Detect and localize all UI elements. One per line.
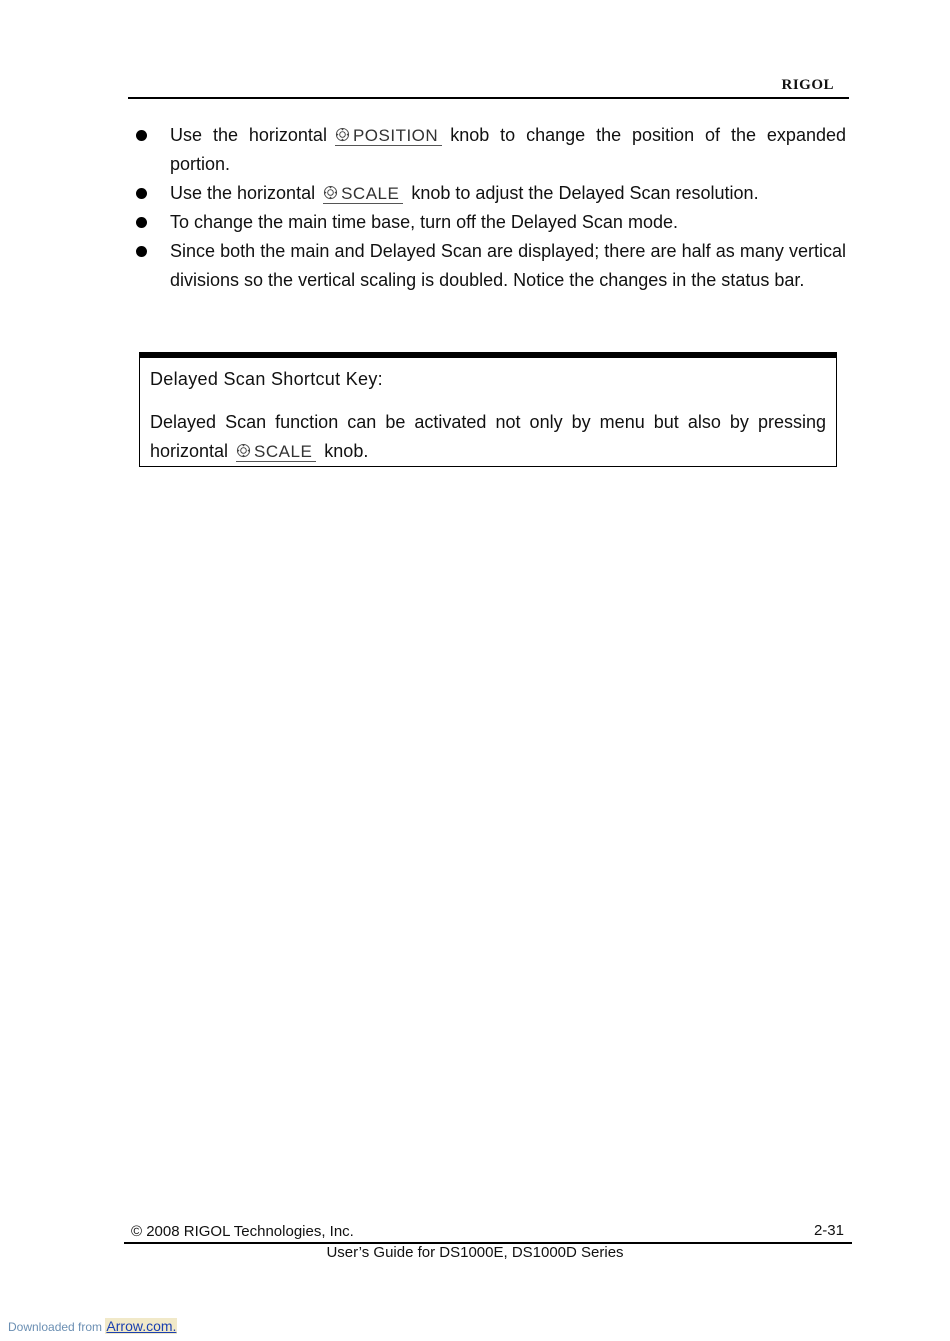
knob-icon bbox=[323, 185, 338, 200]
knob-icon bbox=[335, 127, 350, 142]
position-knob-label bbox=[335, 127, 442, 146]
bullet-text-after: knob to change the position of the expanded portion. bbox=[170, 125, 846, 174]
note-body bbox=[150, 408, 826, 466]
shortcut-note-box bbox=[139, 352, 837, 467]
bullet-text-before: Use the horizontal bbox=[170, 125, 327, 145]
bullet-text: To change the main time base, turn off the Delayed Scan mode. bbox=[170, 212, 678, 232]
download-prefix: Downloaded from bbox=[8, 1320, 103, 1334]
bullet-dot-icon bbox=[136, 130, 147, 141]
bullet-text-before: Use the horizontal bbox=[170, 183, 316, 203]
bullet-dot-icon bbox=[136, 217, 147, 228]
footer-guide-title: User’s Guide for DS1000E, DS1000D Series bbox=[326, 1244, 624, 1261]
knob-label: SCALE bbox=[254, 442, 313, 461]
header-brand: RIGOL bbox=[781, 77, 834, 93]
knob-label: SCALE bbox=[341, 184, 400, 203]
bullet-dot-icon bbox=[136, 188, 147, 199]
bullet-text-after: knob to adjust the Delayed Scan resolution. bbox=[411, 183, 759, 203]
download-attribution bbox=[8, 1318, 177, 1334]
footer-copyright: © 2008 RIGOL Technologies, Inc. bbox=[131, 1223, 354, 1240]
knob-icon bbox=[236, 443, 251, 458]
scale-knob-label bbox=[323, 185, 403, 204]
scale-knob-label bbox=[236, 443, 316, 462]
note-body-before: Delayed Scan function can be activated not only by menu but also by pressing horizontal bbox=[150, 412, 826, 461]
bullet-text: Since both the main and Delayed Scan are displayed; there are half as many vertical divisions so the vertical scaling is doubled. Notice the changes in the status bar. bbox=[170, 241, 846, 290]
note-body-after: knob. bbox=[324, 441, 369, 461]
knob-label: POSITION bbox=[352, 126, 439, 145]
bullet-dot-icon bbox=[136, 246, 147, 257]
bullet-item-main-time-base bbox=[130, 208, 846, 237]
page-number: 2-31 bbox=[813, 1222, 844, 1239]
header-rule bbox=[128, 97, 849, 99]
bullet-item-vertical-scaling bbox=[130, 237, 846, 295]
bullet-item-position bbox=[130, 121, 846, 179]
note-title: Delayed Scan Shortcut Key: bbox=[150, 369, 383, 389]
bullet-item-scale bbox=[130, 179, 846, 208]
bullet-list bbox=[130, 121, 846, 295]
arrow-link[interactable]: Arrow.com. bbox=[106, 1318, 177, 1334]
